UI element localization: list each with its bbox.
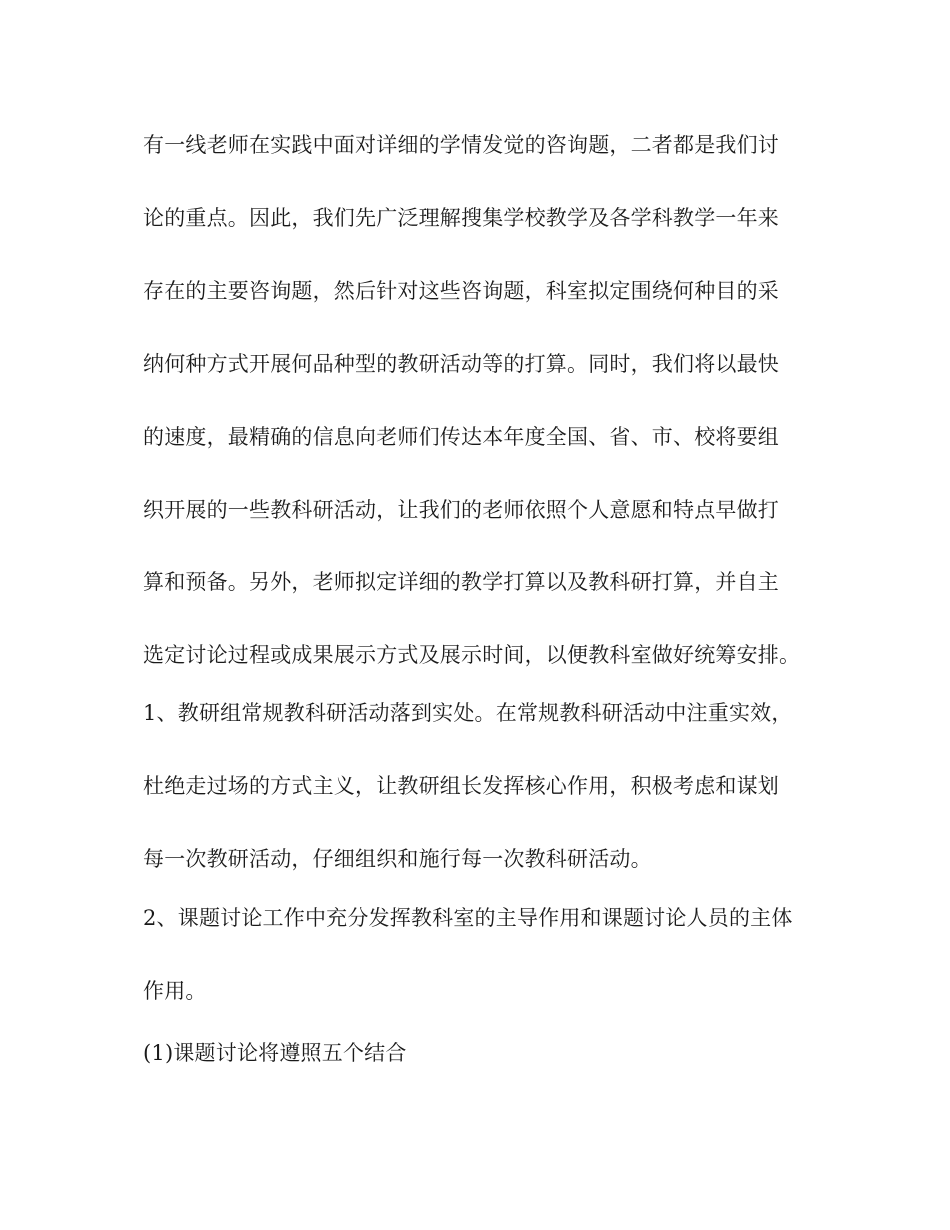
list-item-line: 作用。	[143, 979, 207, 1003]
paragraph-line: 的速度，最精确的信息向老师们传达本年度全国、省、市、校将要组	[143, 425, 779, 449]
list-item-line: 杜绝走过场的方式主义，让教研组长发挥核心作用，积极考虑和谋划	[143, 774, 779, 798]
paragraph-line: 纳何种方式开展何品种型的教研活动等的打算。同时，我们将以最快	[143, 352, 779, 376]
paragraph-line: 算和预备。另外，老师拟定详细的教学打算以及教科研打算，并自主	[143, 570, 779, 594]
list-item-line: 每一次教研活动，仔细组织和施行每一次教科研活动。	[143, 847, 652, 871]
paragraph-line: 织开展的一些教科研活动，让我们的老师依照个人意愿和特点早做打	[143, 498, 779, 522]
paragraph-line: 存在的主要咨询题，然后针对这些咨询题，科室拟定围绕何种目的采	[143, 279, 779, 303]
paragraph-line: 有一线老师在实践中面对详细的学情发觉的咨询题，二者都是我们讨	[143, 133, 779, 157]
paragraph-line: 论的重点。因此，我们先广泛理解搜集学校教学及各学科教学一年来	[143, 206, 779, 230]
list-item-line: 1、教研组常规教科研活动落到实处。在常规教科研活动中注重实效，	[143, 701, 793, 725]
paragraph-line: 选定讨论过程或成果展示方式及展示时间，以便教科室做好统筹安排。	[143, 643, 801, 667]
list-item-line: 2、课题讨论工作中充分发挥教科室的主导作用和课题讨论人员的主体	[143, 906, 793, 930]
sub-item-line: (1)课题讨论将遵照五个结合	[143, 1041, 407, 1065]
